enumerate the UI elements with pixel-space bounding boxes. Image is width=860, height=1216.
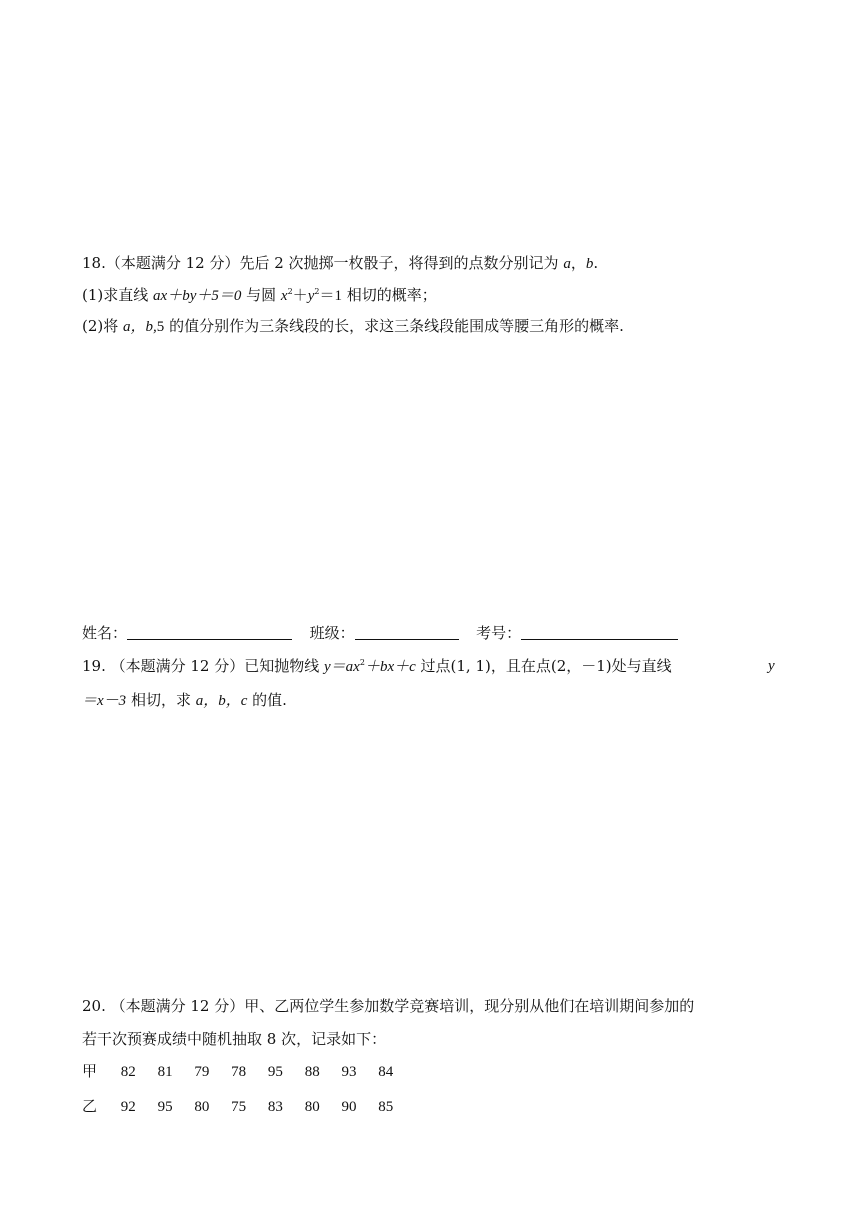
q19-line2-b: 相切，求: [126, 691, 196, 709]
class-label: 班级：: [309, 624, 355, 642]
q18-sq-2: 2: [314, 287, 320, 296]
q18-part2-five: 5: [156, 319, 165, 335]
q18-part1: [82, 285, 437, 306]
q18-period: .: [593, 254, 599, 272]
row-label: 乙: [82, 1097, 98, 1115]
q18-part2: [82, 316, 624, 337]
score-value: 92: [120, 1099, 136, 1115]
id-label: 考号：: [476, 624, 522, 642]
q19-abc: a，b，c: [195, 693, 248, 709]
q20-line2: 若干次预赛成绩中随机抽取 8 次，记录如下：: [82, 1030, 387, 1048]
score-row-jia: [82, 1061, 410, 1082]
q18-var-a: a: [563, 256, 571, 272]
row-label: 甲: [82, 1062, 98, 1080]
score-row-yi: [82, 1096, 410, 1117]
name-field[interactable]: [127, 625, 292, 640]
q18-part2-suffix: 的值分别作为三条线段的长，求这三条线段能围成等腰三角形的概率.: [164, 317, 624, 335]
q18-intro: 18.（本题满分 12 分）先后 2 次抛掷一枚骰子，将得到的点数分别记为: [82, 254, 559, 272]
q18-part1-suffix: 相切的概率；: [341, 286, 437, 304]
q19-intro: 19. （本题满分 12 分）已知抛物线: [82, 657, 325, 675]
score-value: 84: [378, 1064, 394, 1080]
q18-part1-mid: 与圆: [241, 286, 281, 304]
score-value: 78: [231, 1064, 247, 1080]
score-value: 82: [120, 1064, 136, 1080]
q19-y: y: [768, 658, 775, 674]
student-info: [82, 623, 678, 643]
q19-pass: 过点(1, 1)，且在点(2，－1)处与直线: [415, 657, 672, 675]
q18-circle-plus: ＋: [292, 288, 308, 304]
q18-var-b: b: [585, 256, 594, 272]
q19-y-eq: y＝ax: [324, 659, 360, 675]
q19-line1: [82, 656, 672, 677]
q19-line2: [82, 690, 287, 711]
q19-rest: ＋bx＋c: [364, 659, 416, 675]
id-field[interactable]: [521, 625, 678, 640]
q18-comma: ，: [570, 254, 586, 272]
q19-line2-c: 的值.: [247, 691, 287, 709]
score-value: 93: [341, 1064, 357, 1080]
score-value: 88: [304, 1064, 320, 1080]
score-value: 80: [194, 1099, 210, 1115]
q18-circle-eq: ＝1: [319, 288, 342, 304]
score-value: 83: [267, 1099, 283, 1115]
q19-line-expr: ＝x－3: [82, 693, 127, 709]
q18-line-expr: ax＋by＋5＝0: [153, 288, 242, 304]
class-field[interactable]: [355, 625, 459, 640]
q18-circle-x: x: [280, 288, 288, 304]
q18-sq-1: 2: [287, 287, 293, 296]
score-value: 90: [341, 1099, 357, 1115]
score-value: 95: [157, 1099, 173, 1115]
score-value: 85: [378, 1099, 394, 1115]
q18-circle-y: y: [307, 288, 315, 304]
q18-part2-prefix: (2)将: [82, 317, 124, 335]
q18-line1: [82, 253, 598, 274]
score-value: 95: [267, 1064, 283, 1080]
score-value: 79: [194, 1064, 210, 1080]
name-label: 姓名：: [82, 624, 128, 642]
q19-sq: 2: [359, 658, 365, 667]
score-value: 80: [304, 1099, 320, 1115]
q20-line1: 20. （本题满分 12 分）甲、乙两位学生参加数学竞赛培训，现分别从他们在培训期间参加的: [82, 997, 695, 1015]
score-value: 81: [157, 1064, 173, 1080]
q18-part1-prefix: (1)求直线: [82, 286, 154, 304]
score-value: 75: [231, 1099, 247, 1115]
q18-part2-vars: a，b,: [123, 319, 157, 335]
